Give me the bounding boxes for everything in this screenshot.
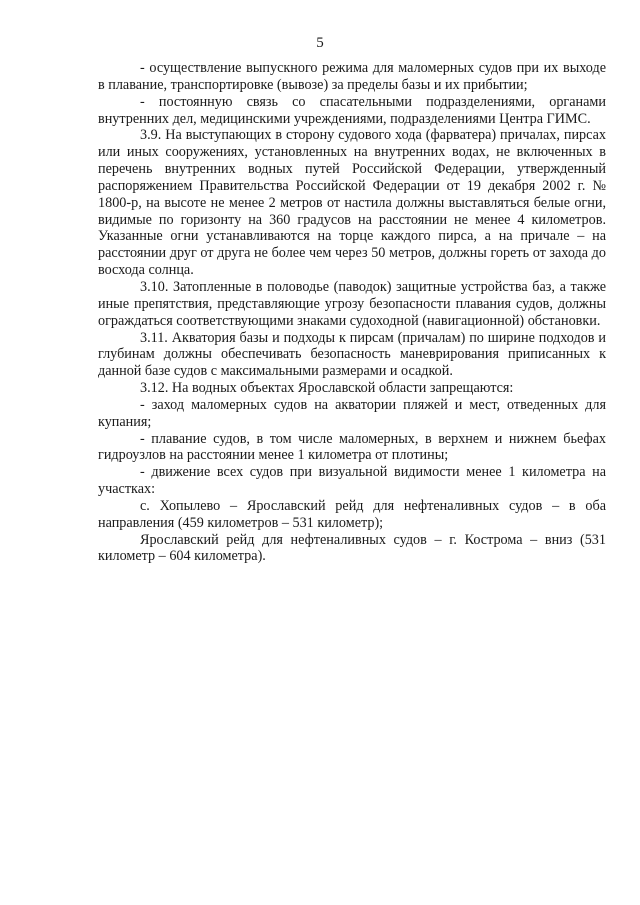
paragraph-beach-entry: - заход маломерных судов на акватории пляжей и мест, отведенных для купания; — [98, 396, 606, 430]
paragraph-3-10: 3.10. Затопленные в половодье (паводок) защитные устройства баз, а также иные препятствия, представляющие угрозу безопасности плавания судов, должны ограждаться соответствующими знаками судоходной (навигационной) обстановки. — [98, 278, 606, 329]
page-number: 5 — [316, 35, 324, 51]
paragraph-visibility-movement: - движение всех судов при визуальной видимости менее 1 километра на участках: — [98, 464, 606, 498]
paragraph-3-9: 3.9. На выступающих в сторону судового хода (фарватера) причалах, пирсах или иных сооружениях, установленных на внутренних водах, не включенных в перечень внутренних водных путей Российской Федерации, утвержденный распоряжением Правительства Российской Федерации от 19 декабря 2002 г. № 1800-р, на высоте не менее 2 метров от настила должны выставляться белые огни, видимые по горизонту на 360 градусов на расстоянии не менее 4 километров. Указанные огни устанавливаются на торце каждого пирса, а на причале – на расстоянии друг от друга не более чем через 50 метров, должны гореть от захода до восхода солнца. — [98, 127, 606, 279]
document-body — [98, 60, 606, 565]
paragraph-3-11: 3.11. Акватория базы и подходы к пирсам (причалам) по ширине подходов и глубинам должны обеспечивать безопасность маневрирования приписанных к данной базе судов с максимальными размерами и осадкой. — [98, 329, 606, 380]
paragraph-khopylevo-section: с. Хопылево – Ярославский рейд для нефтеналивных судов – в оба направления (459 километров – 531 километр); — [98, 497, 606, 531]
paragraph-3-12: 3.12. На водных объектах Ярославской области запрещаются: — [140, 380, 514, 397]
paragraph-hydro-navigation: - плавание судов, в том числе маломерных, в верхнем и нижнем бьефах гидроузлов на расстоянии менее 1 километра от плотины; — [98, 430, 606, 464]
paragraph-kostroma-section: Ярославский рейд для нефтеналивных судов – г. Кострома – вниз (531 километр – 604 километра). — [98, 531, 606, 565]
paragraph-release-regime: - осуществление выпускного режима для маломерных судов при их выходе в плавание, транспортировке (вывозе) за пределы базы и их прибытии; — [98, 60, 606, 93]
paragraph-permanent-communication: - постоянную связь со спасательными подразделениями, органами внутренних дел, медицинскими учреждениями, подразделениями Центра ГИМС. — [98, 93, 606, 127]
